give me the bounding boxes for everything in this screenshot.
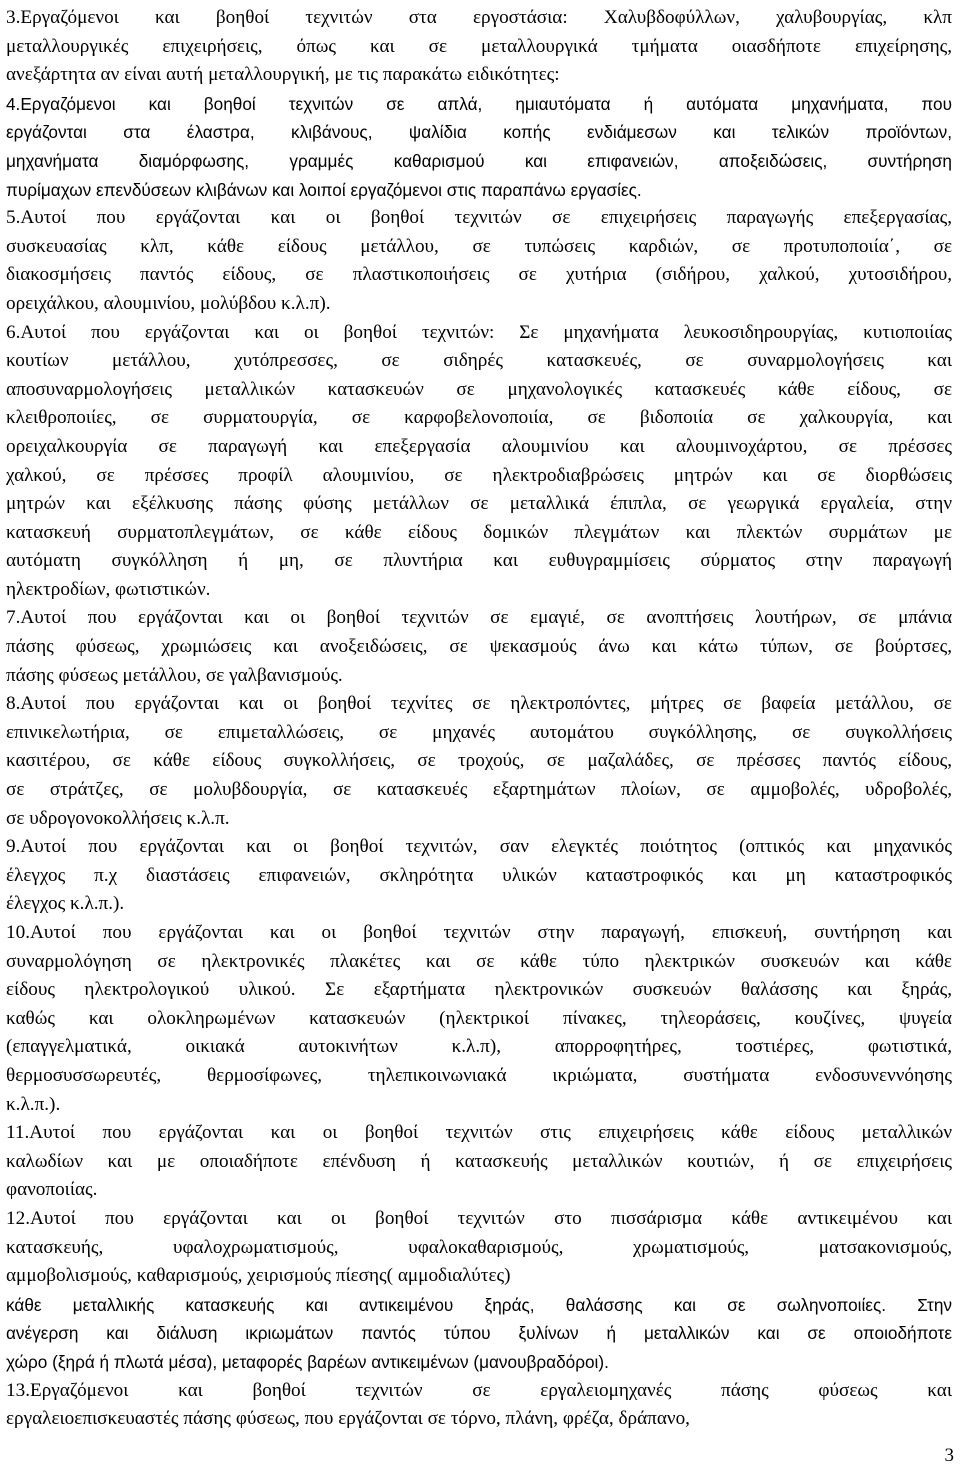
text-line: 9.Αυτοί που εργάζονται και οι βοηθοί τεχνιτών, σαν ελεγκτές ποιότητος (οπτικός και μηχανικός bbox=[6, 836, 952, 858]
text-line: μητρών και εξέλκυσης πάσης φύσης μετάλλων σε μεταλλικά έπιπλα, σε γεωργικά εργαλεία, στην bbox=[6, 493, 952, 515]
text-line: επινικελωτήρια, σε επιμεταλλώσεις, σε μηχανές αυτομάτου συγκόλλησης, σε συγκολλήσεις bbox=[6, 721, 952, 743]
paragraph bbox=[6, 1205, 952, 1291]
text-line: αποσυναρμολογήσεις μεταλλικών κατασκευών σε μηχανολογικές κατασκευές κάθε είδους, σε bbox=[6, 378, 952, 400]
text-line: 3.Εργαζόμενοι και βοηθοί τεχνιτών στα εργοστάσια: Χαλυβδοφύλλων, χαλυβουργίας, κλπ bbox=[6, 7, 952, 28]
text-line: ορειχάλκου, αλουμινίου, μολύβδου κ.λ.π). bbox=[6, 292, 331, 314]
text-line: πάσης φύσεως, χρωμιώσεις και ανοξειδώσεις, σε ψεκασμούς άνω και κάτω τύπων, σε βούρτσες, bbox=[6, 636, 952, 658]
text-line: (επαγγελματικά, οικιακά αυτοκινήτων κ.λ.π), απορροφητήρες, τοστιέρες, φωτιστικά, bbox=[6, 1036, 952, 1058]
text-line: 13.Εργαζόμενοι και βοηθοί τεχνιτών σε εργαλειομηχανές πάσης φύσεως και bbox=[6, 1379, 952, 1401]
text-line: 11.Αυτοί που εργάζονται και οι βοηθοί τεχνιτών στις επιχειρήσεις κάθε είδους μεταλλικών bbox=[6, 1122, 952, 1144]
paragraph bbox=[6, 919, 952, 1119]
text-line: είδους ηλεκτρολογικού υλικού. Σε εξαρτήματα ηλεκτρονικών συσκευών θαλάσσης και ξηράς, bbox=[6, 979, 952, 1001]
text-line: καλωδίων και με οποιαδήποτε επένδυση ή κατασκευής μεταλλικών κουτιών, ή σε επιχειρήσεις bbox=[6, 1150, 952, 1172]
text-line: έλεγχος κ.λ.π.). bbox=[6, 893, 125, 915]
text-line: διακοσμήσεις παντός είδους, σε πλαστικοποιήσεις σε χυτήρια (σιδήρου, χαλκού, χυτοσιδήρου, bbox=[6, 264, 952, 286]
text-line: σε υδρογονοκολλήσεις κ.λ.π. bbox=[6, 807, 230, 829]
text-line: κουτίων μετάλλου, χυτόπρεσσες, σε σιδηρές κατασκευές, σε συναρμολογήσεις και bbox=[6, 350, 952, 372]
paragraph bbox=[6, 690, 952, 833]
paragraph bbox=[6, 319, 952, 605]
text-line: αυτόματη συγκόλληση ή μη, σε πλυντήρια και ευθυγραμμίσεις σύρματος στην παραγωγή bbox=[6, 550, 952, 572]
text-line: εργάζονται στα έλαστρα, κλιβάνους, ψαλίδια κοπής ενδιάμεσων και τελικών προϊόντων, bbox=[6, 122, 952, 143]
document-body bbox=[6, 4, 952, 1434]
page-number: 3 bbox=[944, 1445, 954, 1466]
text-line: 12.Αυτοί που εργάζονται και οι βοηθοί τεχνιτών στο πισσάρισμα κάθε αντικειμένου και bbox=[6, 1207, 952, 1229]
text-line: 10.Αυτοί που εργάζονται και οι βοηθοί τεχνιτών στην παραγωγή, επισκευή, συντήρηση και bbox=[6, 922, 952, 943]
text-line: 4.Εργαζόμενοι και βοηθοί τεχνιτών σε απλά, ημιαυτόματα ή αυτόματα μηχανήματα, που bbox=[6, 93, 952, 114]
text-line: 8.Αυτοί που εργάζονται και οι βοηθοί τεχνίτες σε ηλεκτροπόντες, μήτρες σε βαφεία μετάλλου, σε bbox=[6, 693, 952, 715]
text-line: κάθε μεταλλικής κατασκευής και αντικειμένου ξηράς, θαλάσσης και σε σωληνοποιίες. Στην bbox=[6, 1294, 952, 1315]
text-line: 7.Αυτοί που εργάζονται και οι βοηθοί τεχνιτών σε εμαγιέ, σε ανοπτήσεις λουτήρων, σε μπάνια bbox=[6, 607, 952, 629]
text-line: μηχανήματα διαμόρφωσης, γραμμές καθαρισμού και επιφανειών, αποξειδώσεις, συντήρηση bbox=[6, 150, 952, 171]
text-line: ηλεκτροδίων, φωτιστικών. bbox=[6, 578, 211, 600]
text-line: ορειχαλκουργία σε παραγωγή και επεξεργασία αλουμινίου και αλουμινοχάρτου, σε πρέσσες bbox=[6, 435, 952, 457]
text-line: καθώς και ολοκληρωμένων κατασκευών (ηλεκτρικοί πίνακες, τηλεοράσεις, κουζίνες, ψυγεία bbox=[6, 1007, 952, 1029]
text-line: συναρμολόγηση σε ηλεκτρονικές πλακέτες και σε κάθε τύπο ηλεκτρικών συσκευών και κάθε bbox=[6, 950, 952, 972]
paragraph bbox=[6, 4, 952, 90]
text-line: κασιτέρου, σε κάθε είδους συγκολλήσεις, σε τροχούς, σε μαζαλάδες, σε πρέσσες παντός είδους, bbox=[6, 750, 952, 772]
paragraph bbox=[6, 204, 952, 318]
text-line: έλεγχος π.χ διαστάσεις επιφανειών, σκληρότητα υλικών καταστροφικός και μη καταστροφικός bbox=[6, 864, 952, 886]
text-line: κατασκευής, υφαλοχρωματισμούς, υφαλοκαθαρισμούς, χρωματισμούς, ματσακονισμούς, bbox=[6, 1236, 952, 1258]
text-line: πυρίμαχων επενδύσεων κλιβάνων και λοιποί εργαζόμενοι στις παραπάνω εργασίες. bbox=[6, 179, 642, 200]
text-line: πάσης φύσεως μετάλλου, σε γαλβανισμούς. bbox=[6, 664, 343, 686]
text-line: χαλκού, σε πρέσσες προφίλ αλουμινίου, σε ηλεκτροδιαβρώσεις μητρών και σε διορθώσεις bbox=[6, 464, 952, 486]
text-line: κ.λ.π.). bbox=[6, 1093, 61, 1115]
text-line: 6.Αυτοί που εργάζονται και οι βοηθοί τεχνιτών: Σε μηχανήματα λευκοσιδηρουργίας, κυτιοποιίας bbox=[6, 321, 952, 343]
text-line: ανεξάρτητα αν είναι αυτή μεταλλουργική, με τις παρακάτω ειδικότητες: bbox=[6, 64, 560, 86]
paragraph bbox=[6, 1377, 952, 1434]
paragraph bbox=[6, 1119, 952, 1205]
text-line: σε στράτζες, σε μολυβδουργία, σε κατασκευές εξαρτημάτων πλοίων, σε αμμοβολές, υδροβολές, bbox=[6, 779, 952, 801]
text-line: εργαλειοεπισκευαστές πάσης φύσεως, που εργάζονται σε τόρνο, πλάνη, φρέζα, δράπανο, bbox=[6, 1408, 690, 1430]
text-line: 5.Αυτοί που εργάζονται και οι βοηθοί τεχνιτών σε επιχειρήσεις παραγωγής επεξεργασίας, bbox=[6, 207, 952, 229]
text-line: κατασκευή συρματοπλεγμάτων, σε κάθε είδους δομικών πλεγμάτων και πλεκτών συρμάτων με bbox=[6, 521, 952, 543]
text-line: αμμοβολισμούς, καθαρισμούς, χειρισμούς πίεσης( αμμοδιαλύτες) bbox=[6, 1265, 511, 1287]
paragraph bbox=[6, 833, 952, 919]
text-line: συσκευασίας κλπ, κάθε είδους μετάλλου, σε τυπώσεις καρδιών, σε προτυποποιία΄, σε bbox=[6, 235, 952, 257]
text-line: ανέγερση και διάλυση ικριωμάτων παντός τύπου ξυλίνων ή μεταλλικών και σε οποιοδήποτε bbox=[6, 1323, 952, 1344]
text-line: χώρο (ξηρά ή πλωτά μέσα), μεταφορές βαρέων αντικειμένων (μανουβραδόροι). bbox=[6, 1351, 609, 1372]
text-line: θερμοσυσσωρευτές, θερμοσίφωνες, τηλεπικοινωνιακά ικριώματα, συστήματα ενδοσυνεννόησης bbox=[6, 1064, 952, 1086]
text-line: κλειθροποιίες, σε συρματουργία, σε καρφοβελονοποιία, σε βιδοποιία σε χαλκουργία, και bbox=[6, 407, 952, 429]
paragraph bbox=[6, 1291, 952, 1377]
paragraph bbox=[6, 90, 952, 204]
paragraph bbox=[6, 604, 952, 690]
text-line: φανοποιίας. bbox=[6, 1179, 98, 1201]
text-line: μεταλλουργικές επιχειρήσεις, όπως και σε μεταλλουργικά τμήματα οιασδήποτε επιχείρησης, bbox=[6, 35, 952, 57]
